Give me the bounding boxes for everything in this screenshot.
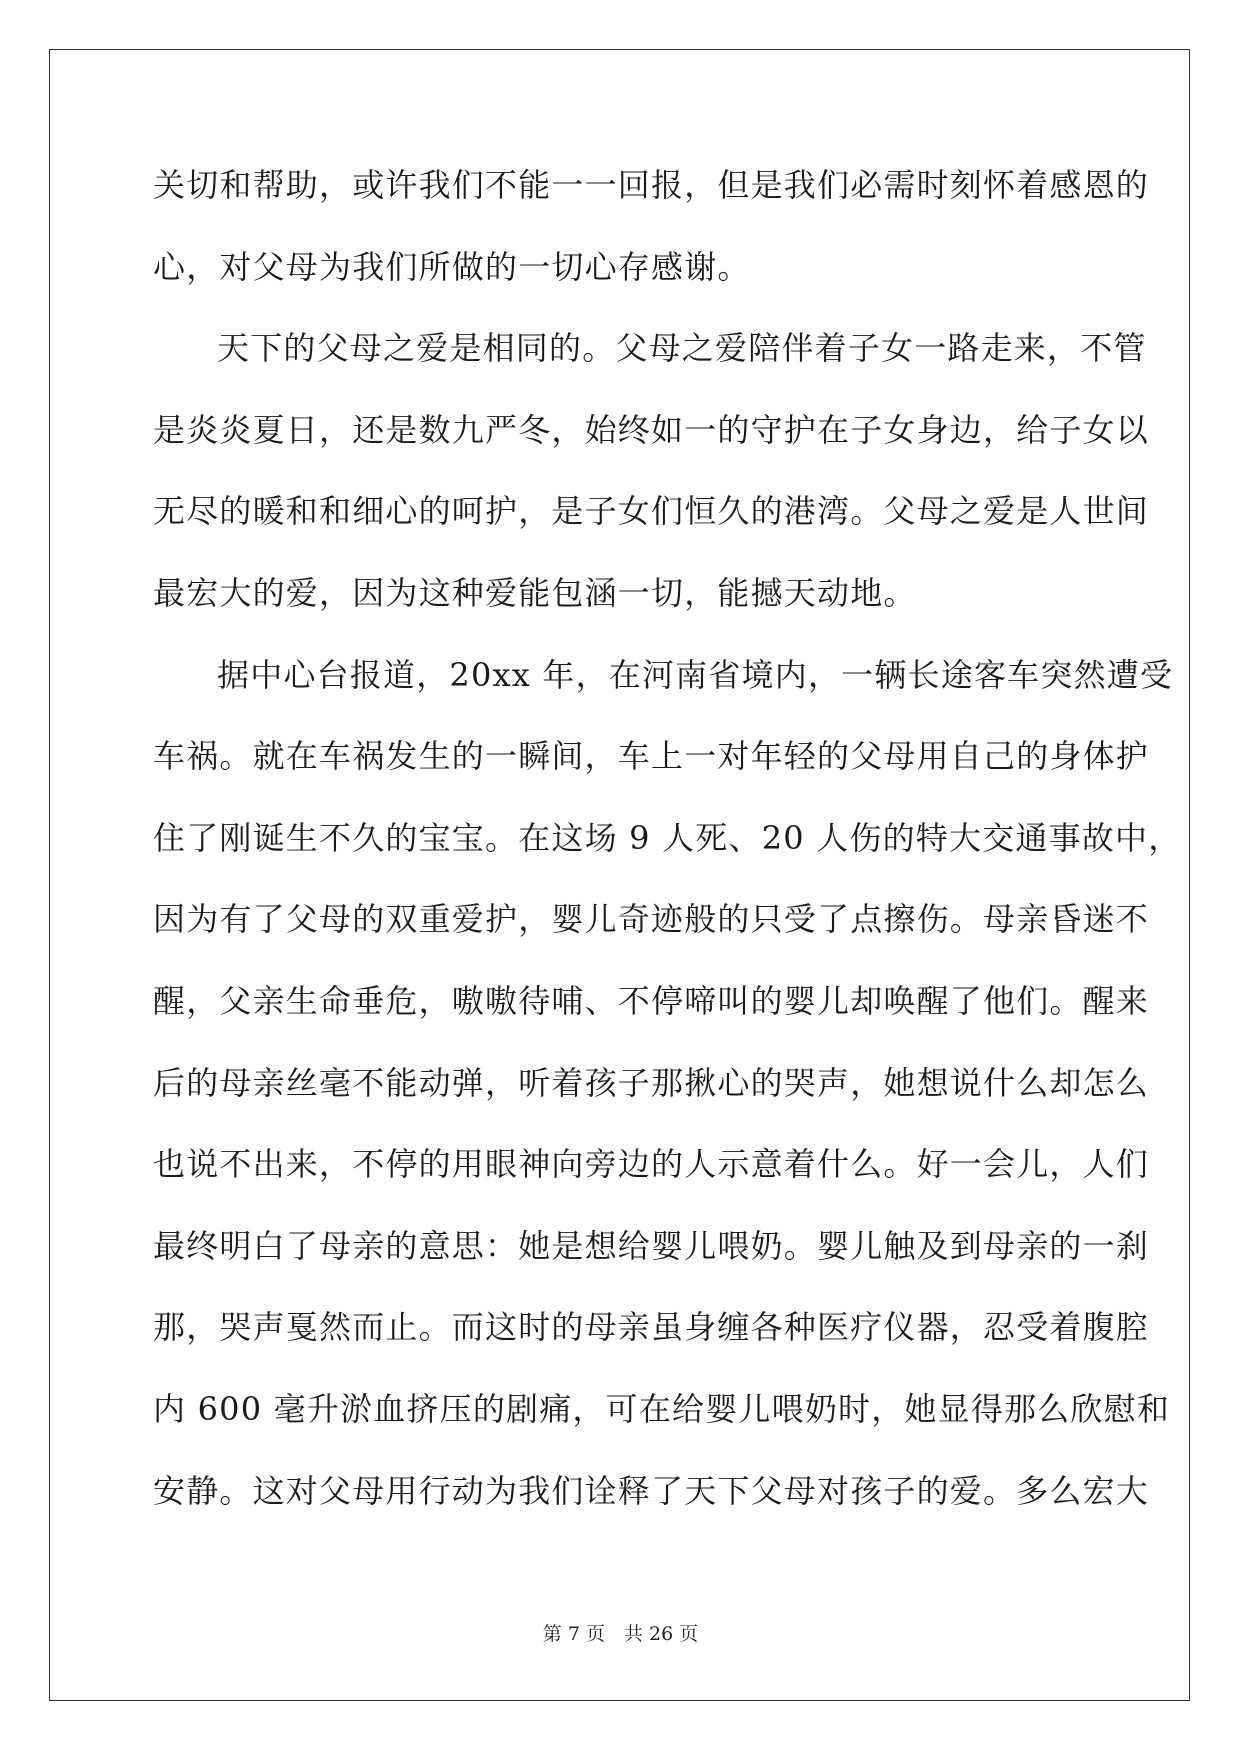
text-line: 安静。这对父母用行动为我们诠释了天下父母对孩子的爱。多么宏大	[153, 1471, 1150, 1510]
text-line: 内 600 毫升淤血挤压的剧痛，可在给婴儿喂奶时，她显得那么欣慰和	[153, 1389, 1171, 1428]
text-line: 关切和帮助，或许我们不能一一回报，但是我们必需时刻怀着感恩的	[153, 166, 1150, 204]
text-line: 醒，父亲生命垂危，嗷嗷待哺、不停啼叫的婴儿却唤醒了他们。醒来	[153, 981, 1150, 1020]
text-line: 最终明白了母亲的意思：她是想给婴儿喂奶。婴儿触及到母亲的一刹	[153, 1226, 1150, 1265]
paragraph-first-line: 据中心台报道，20xx 年，在河南省境内，一辆长途客车突然遭受	[217, 655, 1174, 694]
document-body	[153, 158, 1182, 1545]
text-line: 是炎炎夏日，还是数九严冬，始终如一的守护在子女身边，给子女以	[153, 410, 1150, 449]
paragraph-first-line: 天下的父母之爱是相同的。父母之爱陪伴着子女一路走来，不管	[217, 329, 1147, 368]
text-line: 后的母亲丝毫不能动弹，听着孩子那揪心的哭声，她想说什么却怎么	[153, 1063, 1150, 1102]
text-line: 也说不出来，不停的用眼神向旁边的人示意着什么。好一会儿，人们	[153, 1145, 1150, 1184]
text-line: 车祸。就在车祸发生的一瞬间，车上一对年轻的父母用自己的身体护	[153, 737, 1150, 776]
text-line: 因为有了父母的双重爱护，婴儿奇迹般的只受了点擦伤。母亲昏迷不	[153, 900, 1150, 939]
page-number-footer: 第 7 页 共 26 页	[542, 1623, 699, 1645]
text-line: 无尽的暖和和细心的呵护，是子女们恒久的港湾。父母之爱是人世间	[153, 492, 1150, 531]
text-line: 最宏大的爱，因为这种爱能包涵一切，能撼天动地。	[153, 573, 917, 612]
text-line: 心，对父母为我们所做的一切心存感谢。	[153, 247, 751, 286]
text-line: 那，哭声戛然而止。而这时的母亲虽身缠各种医疗仪器，忍受着腹腔	[153, 1308, 1150, 1347]
text-line: 住了刚诞生不久的宝宝。在这场 9 人死、20 人伤的特大交通事故中，	[153, 818, 1182, 857]
